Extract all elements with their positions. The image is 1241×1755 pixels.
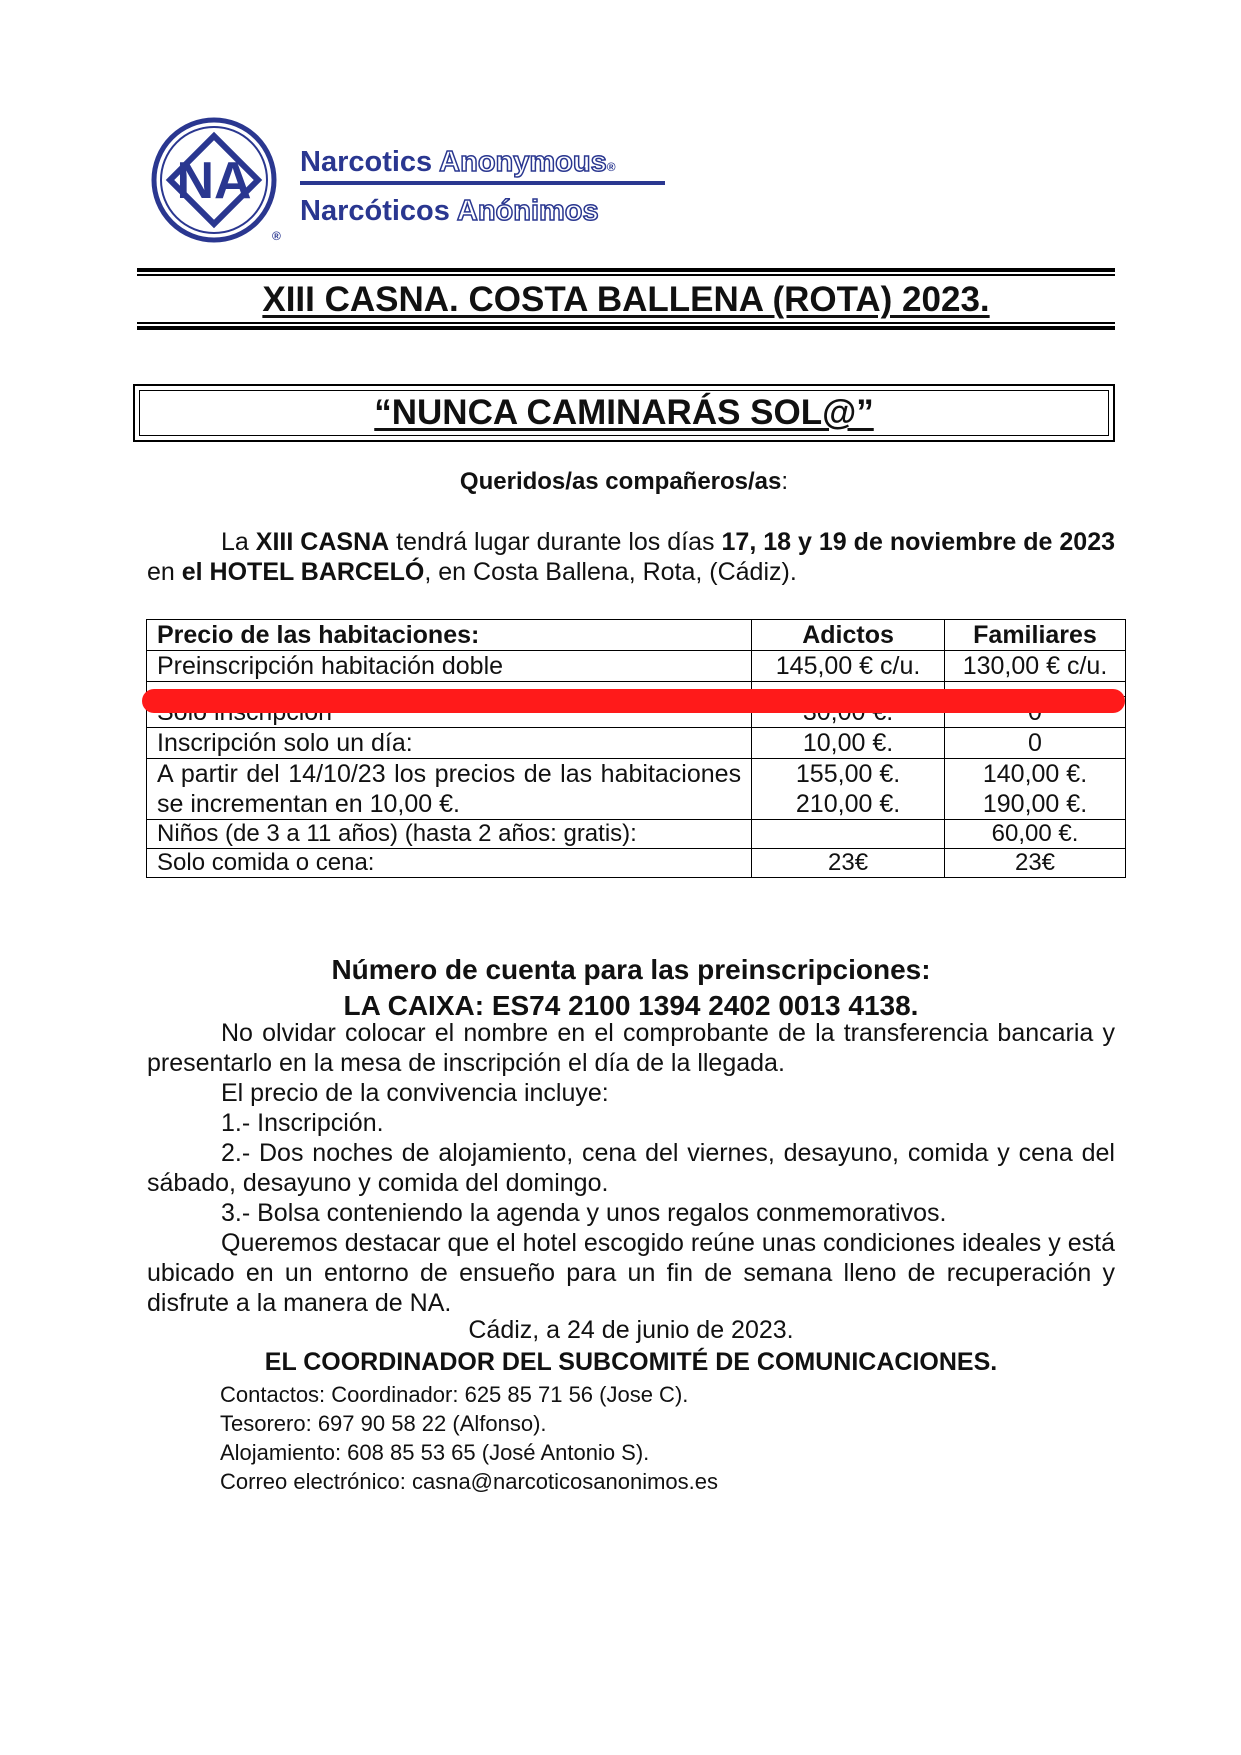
intro-text-3: en	[147, 558, 182, 586]
logo-english-light: Anonymous	[439, 146, 607, 178]
table-cell: 23€	[752, 849, 945, 878]
greeting-text: Queridos/as compañeros/as	[459, 468, 782, 495]
table-cell: 130,00 € c/u.	[945, 651, 1126, 682]
table-cell: 60,00 €.	[945, 820, 1126, 849]
table-header-row	[147, 620, 1126, 651]
table-cell-value: 140,00 €.	[982, 760, 1088, 788]
intro-text-1: La	[221, 528, 256, 556]
table-cell	[752, 759, 945, 820]
na-emblem-icon	[150, 116, 290, 246]
account-heading: Número de cuenta para las preinscripciones:	[331, 954, 931, 985]
logo-monogram: NA	[176, 152, 252, 210]
table-cell: Niños (de 3 a 11 años) (hasta 2 años: gratis):	[147, 820, 752, 849]
logo-registered-mark: ®	[272, 229, 281, 243]
table-cell: 145,00 € c/u.	[752, 651, 945, 682]
body-paragraph: Queremos destacar que el hotel escogido reúne unas condiciones ideales y está ubicado en un entorno de ensueño para un fin de semana lleno de recuperación y disfrute a la manera de NA.	[147, 1229, 1115, 1317]
body-list-item: 1.- Inscripción.	[221, 1109, 384, 1137]
table-row	[147, 849, 1126, 878]
table-row	[147, 728, 1126, 759]
document-title-text: XIII CASNA. COSTA BALLENA (ROTA) 2023.	[262, 280, 990, 319]
date-line: Cádiz, a 24 de junio de 2023.	[468, 1316, 794, 1344]
table-header-cell: Familiares	[945, 620, 1126, 651]
account-number: LA CAIXA: ES74 2100 1394 2402 0013 4138.	[343, 990, 919, 1021]
body-paragraph: No olvidar colocar el nombre en el comprobante de la transferencia bancaria y presentarlo en la mesa de inscripción el día de la llegada.	[147, 1019, 1115, 1077]
greeting	[133, 467, 1115, 497]
prices-table	[146, 619, 1126, 878]
motto-text: “NUNCA CAMINARÁS SOL@”	[374, 393, 874, 432]
title-rule-top	[137, 268, 1115, 272]
logo-line-spanish	[300, 189, 616, 233]
table-row	[147, 759, 1126, 820]
logo-spanish-dark: Narcóticos	[300, 195, 450, 227]
logo-divider	[300, 181, 665, 185]
table-row	[147, 651, 1126, 682]
contacts	[220, 1380, 718, 1496]
intro-event-name: XIII CASNA	[255, 528, 390, 556]
table-row	[147, 820, 1126, 849]
table-cell: Solo comida o cena:	[147, 849, 752, 878]
table-header-cell: Adictos	[752, 620, 945, 651]
contact-line: Contactos: Coordinador: 625 85 71 56 (Jose C).	[220, 1382, 689, 1407]
signer: EL COORDINADOR DEL SUBCOMITÉ DE COMUNICACIONES.	[264, 1348, 998, 1376]
intro-hotel: el HOTEL BARCELÓ	[181, 558, 425, 586]
contact-line: Alojamiento: 608 85 53 65 (José Antonio S).	[220, 1440, 650, 1465]
intro-text-4: , en Costa Ballena, Rota, (Cádiz).	[424, 558, 797, 586]
logo-wordmark-registered: ®	[606, 160, 616, 174]
document-title	[137, 278, 1115, 322]
logo-english-dark: Narcotics	[300, 146, 433, 178]
contact-line: Tesorero: 697 90 58 22 (Alfonso).	[220, 1411, 547, 1436]
body-text	[147, 1018, 1115, 1318]
title-rule-bottom-thin	[137, 322, 1115, 324]
table-cell-value: 155,00 €.	[795, 760, 901, 788]
table-cell-value: 210,00 €.	[795, 790, 901, 818]
body-list-item: 2.- Dos noches de alojamiento, cena del viernes, desayuno, comida y cena del sábado, desayuno y comida del domingo.	[147, 1139, 1115, 1197]
title-rule-bottom	[137, 326, 1115, 330]
table-cell: 10,00 €.	[752, 728, 945, 759]
intro-text-2: tendrá lugar durante los días	[389, 528, 722, 556]
table-cell: A partir del 14/10/23 los precios de las habitaciones se incrementan en 10,00 €.	[147, 759, 752, 820]
table-cell-value: 190,00 €.	[982, 790, 1088, 818]
table-header-cell: Precio de las habitaciones:	[147, 620, 752, 651]
intro-dates: 17, 18 y 19 de noviembre de 2023	[721, 528, 1115, 556]
title-rule-top-thin	[137, 274, 1115, 276]
intro-paragraph	[147, 527, 1115, 587]
motto	[133, 391, 1115, 435]
account-info	[133, 952, 1129, 1024]
logo-wordmark	[300, 140, 616, 233]
table-cell: Inscripción solo un día:	[147, 728, 752, 759]
logo-spanish-light: Anónimos	[456, 195, 599, 227]
table-cell	[752, 820, 945, 849]
table-cell: 23€	[945, 849, 1126, 878]
table-cell	[945, 759, 1126, 820]
body-paragraph: El precio de la convivencia incluye:	[221, 1079, 609, 1107]
redaction-mark	[142, 689, 1125, 713]
greeting-colon: :	[781, 468, 789, 495]
contact-email[interactable]: Correo electrónico: casna@narcoticosanonimos.es	[220, 1469, 719, 1494]
table-cell: Preinscripción habitación doble	[147, 651, 752, 682]
table-cell: 0	[945, 728, 1126, 759]
body-list-item: 3.- Bolsa conteniendo la agenda y unos regalos conmemorativos.	[221, 1199, 947, 1227]
